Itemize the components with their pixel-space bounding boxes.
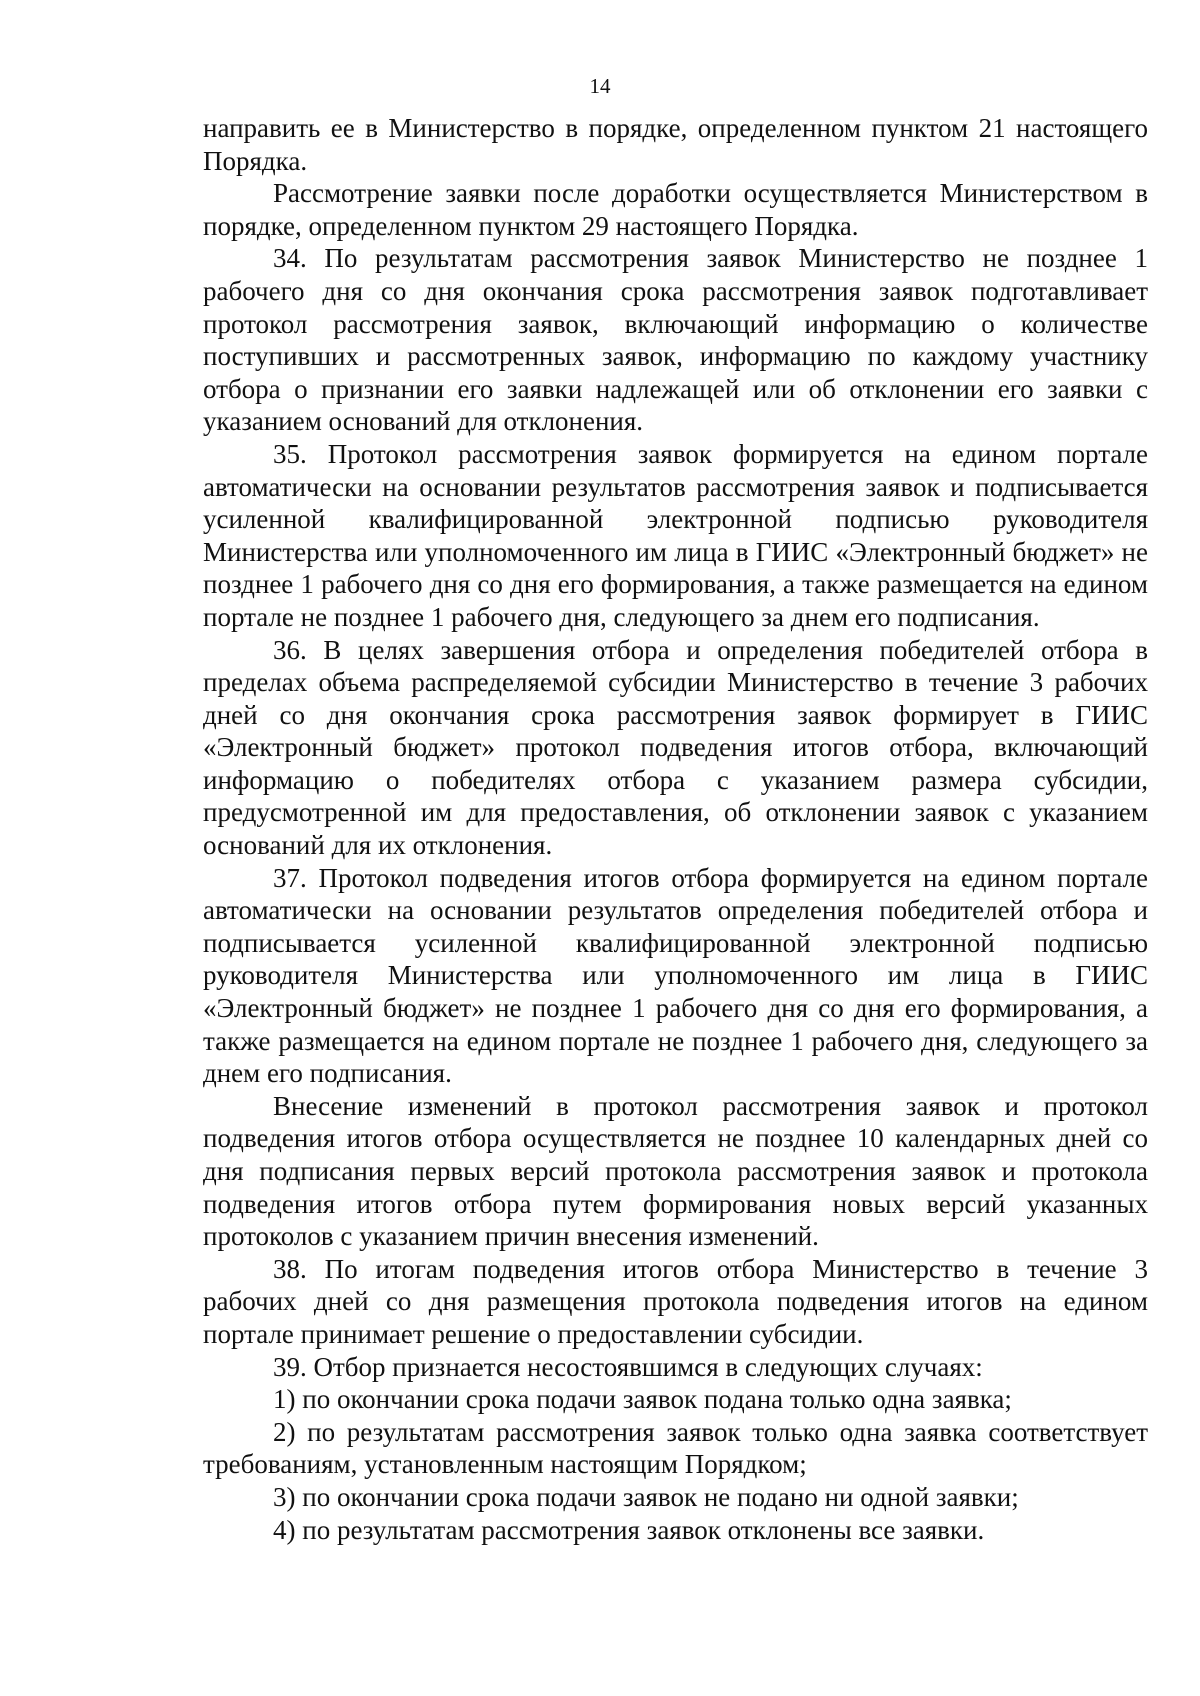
paragraph-35: 35. Протокол рассмотрения заявок формируется на едином портале автоматически на основании результатов рассмотрения заявок и подписывается усиленной квалифицированной электронной подписью руководителя Министерства или уполномоченного им лица в ГИИС «Электронный бюджет» не позднее 1 рабочего дня со дня его формирования, а также размещается на едином портале не позднее 1 рабочего дня, следующего за днем его подписания. [203, 438, 1148, 632]
list-item-2: 2) по результатам рассмотрения заявок только одна заявка соответствует требованиям, установленным настоящим Порядком; [203, 1416, 1148, 1480]
paragraph-37: 37. Протокол подведения итогов отбора формируется на едином портале автоматически на основании результатов определения победителей отбора и подписывается усиленной квалифицированной электронной подписью руководителя Министерства или уполномоченного им лица в ГИИС «Электронный бюджет» не позднее 1 рабочего дня со дня его формирования, а также размещается на едином портале не позднее 1 рабочего дня, следующего за днем его подписания. [203, 862, 1148, 1089]
paragraph-38: 38. По итогам подведения итогов отбора Министерство в течение 3 рабочих дней со дня размещения протокола подведения итогов на едином портале принимает решение о предоставлении субсидии. [203, 1253, 1148, 1349]
document-body [203, 112, 1148, 1546]
paragraph-36: 36. В целях завершения отбора и определения победителей отбора в пределах объема распределяемой субсидии Министерство в течение 3 рабочих дней со дня окончания срока рассмотрения заявок формирует в ГИИС «Электронный бюджет» протокол подведения итогов отбора, включающий информацию о победителях отбора с указанием размера субсидии, предусмотренной им для предоставления, об отклонении заявок с указанием оснований для их отклонения. [203, 634, 1148, 861]
list-item-3: 3) по окончании срока подачи заявок не подано ни одной заявки; [273, 1481, 1019, 1512]
page-number: 14 [589, 74, 611, 98]
list-item-1: 1) по окончании срока подачи заявок подана только одна заявка; [273, 1384, 1012, 1415]
paragraph-revision-review: Рассмотрение заявки после доработки осуществляется Министерством в порядке, определенном пунктом 29 настоящего Порядка. [203, 178, 1148, 241]
paragraph-protocol-changes: Внесение изменений в протокол рассмотрения заявок и протокол подведения итогов отбора осуществляется не позднее 10 календарных дней со дня подписания первых версий протокола рассмотрения заявок и протокола подведения итогов отбора путем формирования новых версий указанных протоколов с указанием причин внесения изменений. [203, 1090, 1148, 1252]
list-item-4: 4) по результатам рассмотрения заявок отклонены все заявки. [273, 1514, 985, 1545]
paragraph-continuation: направить ее в Министерство в порядке, определенном пунктом 21 настоящего Порядка. [203, 113, 1148, 176]
paragraph-34: 34. По результатам рассмотрения заявок Министерство не позднее 1 рабочего дня со дня окончания срока рассмотрения заявок подготавливает протокол рассмотрения заявок, включающий информацию о количестве поступивших и рассмотренных заявок, информацию по каждому участнику отбора о признании его заявки надлежащей или об отклонении его заявки с указанием оснований для отклонения. [203, 243, 1148, 437]
paragraph-39: 39. Отбор признается несостоявшимся в следующих случаях: [273, 1351, 983, 1382]
